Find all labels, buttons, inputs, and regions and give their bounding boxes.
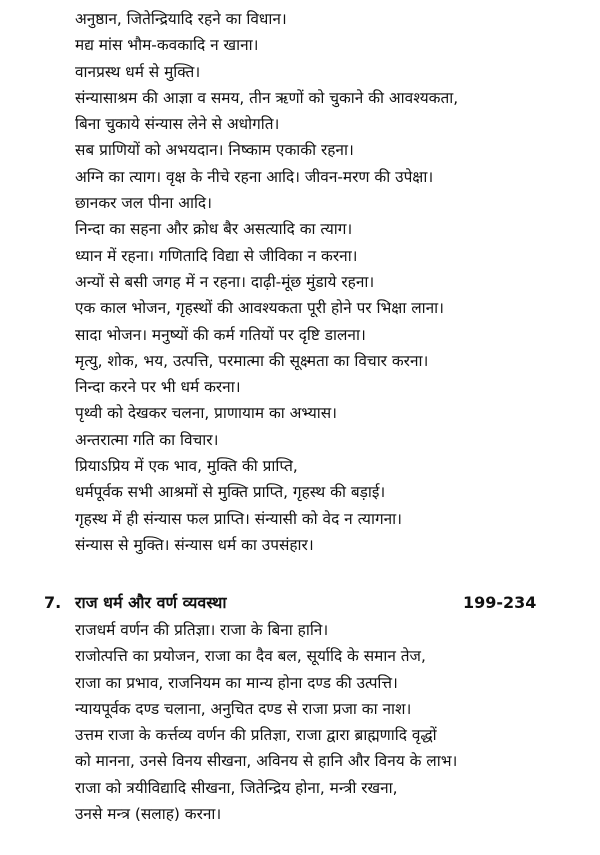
- text-line: राजधर्म वर्णन की प्रतिज्ञा। राजा के बिना हानि।: [75, 621, 329, 639]
- text-line: उत्तम राजा के कर्त्तव्य वर्णन की प्रतिज्ञा, राजा द्वारा ब्राह्मणादि वृद्धों: [75, 726, 437, 745]
- text-line: बिना चुकाये संन्यास लेने से अधोगति।: [75, 115, 280, 134]
- text-line: उनसे मन्त्र (सलाह) करना।: [75, 805, 222, 824]
- text-line: प्रियाऽप्रिय में एक भाव, मुक्ति की प्राप्ति,: [75, 457, 298, 476]
- text-line: धर्मपूर्वक सभी आश्रमों से मुक्ति प्राप्ति, गृहस्थ की बड़ाई।: [75, 483, 386, 502]
- text-line: निन्दा करने पर भी धर्म करना।: [75, 378, 241, 397]
- text-line: को मानना, उनसे विनय सीखना, अविनय से हानि और विनय के लाभ।: [75, 752, 458, 771]
- text-line: ध्यान में रहना। गणितादि विद्या से जीविका न करना।: [75, 246, 358, 265]
- section-heading: [44, 589, 544, 617]
- text-line: मृत्यु, शोक, भय, उत्पत्ति, परमात्मा की सूक्ष्मता का विचार करना।: [75, 351, 429, 370]
- text-line: अन्तरात्मा गति का विचार।: [75, 430, 219, 449]
- text-line: पृथ्वी को देखकर चलना, प्राणायाम का अभ्यास।: [75, 404, 337, 423]
- text-line: अग्नि का त्याग। वृक्ष के नीचे रहना आदि। जीवन-मरण की उपेक्षा।: [75, 167, 434, 186]
- text-block-before: [75, 6, 590, 558]
- text-line: मद्य मांस भौम-कवकादि न खाना।: [75, 36, 259, 55]
- text-line: अनुष्ठान, जितेन्द्रियादि रहने का विधान।: [75, 10, 287, 28]
- text-line: संन्यासाश्रम की आज्ञा व समय, तीन ऋणों को चुकाने की आवश्यकता,: [75, 88, 459, 107]
- text-line: न्यायपूर्वक दण्ड चलाना, अनुचित दण्ड से राजा प्रजा का नाश।: [75, 699, 412, 718]
- text-block-after: [75, 617, 590, 827]
- text-line: निन्दा का सहना और क्रोध बैर असत्यादि का त्याग।: [75, 220, 353, 239]
- text-line: छानकर जल पीना आदि।: [75, 194, 212, 213]
- text-line: सादा भोजन। मनुष्यों की कर्म गतियों पर दृष्टि डालना।: [75, 325, 366, 344]
- text-line: संन्यास से मुक्ति। संन्यास धर्म का उपसंहार।: [75, 535, 314, 554]
- text-line: वानप्रस्थ धर्म से मुक्ति।: [75, 62, 201, 81]
- section-number: 7.: [44, 593, 62, 612]
- text-line: राजा को त्रयीविद्यादि सीखना, जितेन्द्रिय होना, मन्त्री रखना,: [75, 778, 398, 797]
- text-line: एक काल भोजन, गृहस्थों की आवश्यकता पूरी होने पर भिक्षा लाना।: [75, 299, 444, 318]
- text-line: अन्यों से बसी जगह में न रहना। दाढ़ी-मूंछ मुंडाये रहना।: [75, 272, 375, 291]
- text-line: गृहस्थ में ही संन्यास फल प्राप्ति। संन्यासी को वेद न त्यागना।: [75, 509, 402, 528]
- section-page-range: 199-234: [463, 593, 537, 612]
- text-line: राजोत्पत्ति का प्रयोजन, राजा का दैव बल, सूर्यादि के समान तेज,: [75, 647, 426, 666]
- text-line: राजा का प्रभाव, राजनियम का मान्य होना दण्ड की उत्पत्ति।: [75, 673, 398, 692]
- text-line: सब प्राणियों को अभयदान। निष्काम एकाकी रहना।: [75, 141, 354, 160]
- section-title: राज धर्म और वर्ण व्यवस्था: [75, 593, 227, 612]
